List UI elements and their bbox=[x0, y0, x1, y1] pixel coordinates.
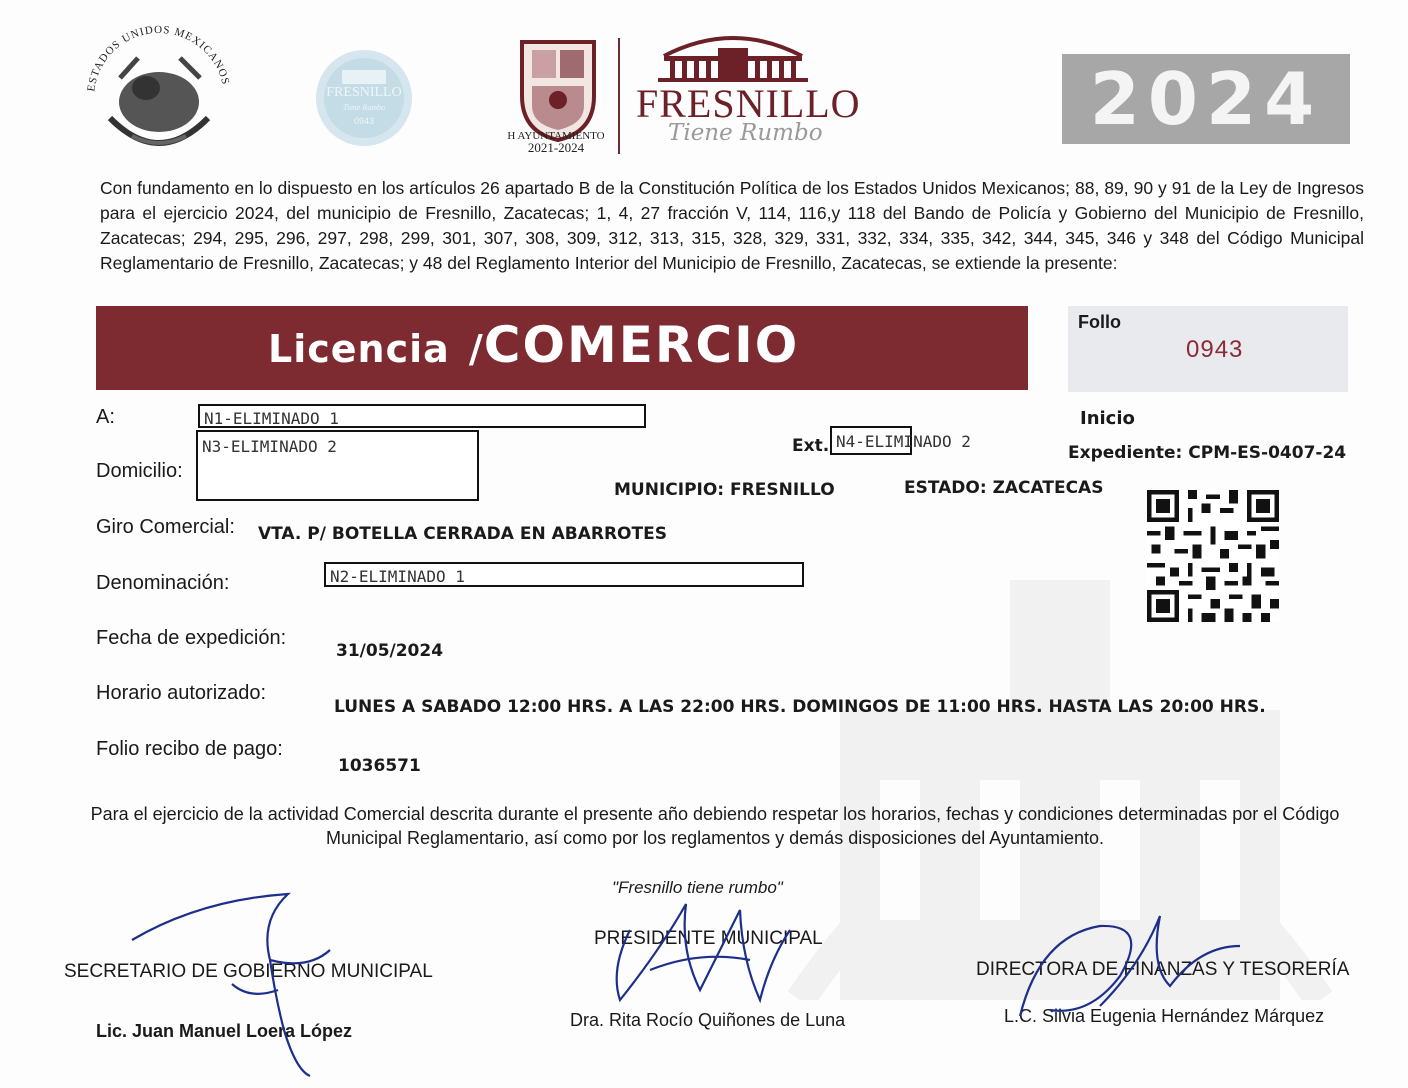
license-word: Licencia bbox=[268, 327, 450, 371]
watermark-building bbox=[780, 560, 1340, 1000]
estado: ESTADO: ZACATECAS bbox=[904, 478, 1104, 498]
brand-tagline: Tiene Rumbo bbox=[668, 120, 823, 146]
horario-value: LUNES A SABADO 12:00 HRS. A LAS 22:00 HRS. DOMINGOS DE 11:00 HRS. HASTA LAS 20:00 HRS. bbox=[334, 697, 1266, 717]
year-box bbox=[1062, 54, 1350, 144]
horario-label: Horario autorizado: bbox=[96, 682, 267, 704]
stamp-number: 0943 bbox=[353, 116, 375, 126]
stamp-text: FRESNILLO bbox=[326, 85, 402, 100]
center-signature-title: PRESIDENTE MUNICIPAL bbox=[594, 928, 823, 949]
mexico-seal-icon bbox=[80, 18, 238, 168]
domicilio-label: Domicilio: bbox=[96, 460, 183, 482]
a-label: A: bbox=[96, 406, 115, 428]
denominacion-redacted-box bbox=[324, 562, 804, 587]
folio-label: Follo bbox=[1078, 312, 1121, 332]
municipio: MUNICIPIO: FRESNILLO bbox=[614, 480, 835, 500]
motto: "Fresnillo tiene rumbo" bbox=[612, 878, 783, 897]
ext-value: N4-ELIMINADO 2 bbox=[836, 432, 971, 451]
denominacion-label: Denominación: bbox=[96, 572, 230, 594]
expediente: Expediente: CPM-ES-0407-24 bbox=[1068, 443, 1347, 463]
recibo-value: 1036571 bbox=[338, 756, 421, 776]
license-type: COMERCIO bbox=[483, 316, 800, 374]
year-text: 2024 bbox=[1089, 57, 1323, 141]
legal-preamble: Con fundamento en lo dispuesto en los artículos 26 apartado B de la Constitución Política de los Estados Unidos Mexicanos; 88, 89, 90 y 91 de la Ley de Ingresos para el ejercicio 2024, del municipio de Fresnillo, Zacatecas; 1, 4, 27 fracción V, 114, 116,y 118 del Bando de Policía y Gobierno del Municipio de Fresnillo, Zacatecas; 294, 295, 296, 297, 298, 299, 301, 307, 308, 309, 312, 313, 315, 328, 329, 331, 332, 334, 335, 342, 344, 345, 346 y 348 del Código Municipal Reglamentario de Fresnillo, Zacatecas; y 48 del Reglamento Interior del Municipio de Fresnillo, Zacatecas, se extiende la presente: bbox=[100, 178, 1364, 273]
fecha-value: 31/05/2024 bbox=[336, 641, 444, 661]
fecha-label: Fecha de expedición: bbox=[96, 627, 287, 649]
brand-name: FRESNILLO bbox=[636, 81, 861, 126]
license-title bbox=[268, 316, 799, 374]
brand-divider bbox=[618, 38, 620, 154]
qr-code-icon bbox=[1146, 490, 1280, 622]
ayuntamiento-label bbox=[496, 130, 616, 154]
seal-text: ESTADOS UNIDOS MEXICANOS bbox=[85, 23, 232, 93]
notice-text: Para el ejercicio de la actividad Comercial descrita durante el presente año debiendo respetar los horarios, fechas y condiciones determinadas por el Código Municipal Reglamentario, así como por los reglamentos y demás disposiciones del Ayuntamiento. bbox=[90, 804, 1340, 848]
a-value: N1-ELIMINADO 1 bbox=[204, 409, 339, 428]
a-redacted-box bbox=[198, 404, 646, 428]
recibo-label: Folio recibo de pago: bbox=[96, 738, 283, 760]
right-signature-title: DIRECTORA DE FINANZAS Y TESORERÍA bbox=[976, 959, 1350, 980]
ayuntamiento-line1: H AYUNTAMIENTO bbox=[507, 130, 605, 142]
fresnillo-stamp-icon bbox=[314, 48, 414, 148]
folio-value: 0943 bbox=[1186, 336, 1244, 363]
inicio-label: Inicio bbox=[1080, 408, 1135, 429]
left-signature-name: Lic. Juan Manuel Loera López bbox=[96, 1021, 353, 1041]
giro-value: VTA. P/ BOTELLA CERRADA EN ABARROTES bbox=[258, 524, 667, 544]
denominacion-value: N2-ELIMINADO 1 bbox=[330, 567, 465, 586]
domicilio-redacted-box bbox=[196, 430, 479, 501]
domicilio-value: N3-ELIMINADO 2 bbox=[202, 437, 337, 456]
giro-label: Giro Comercial: bbox=[96, 516, 235, 538]
left-signature-title: SECRETARIO DE GOBIERNO MUNICIPAL bbox=[64, 961, 433, 982]
stamp-sub: Tiene Rumbo bbox=[343, 103, 385, 112]
license-slash: / bbox=[468, 327, 484, 371]
ayuntamiento-line2: 2021-2024 bbox=[527, 140, 585, 155]
right-signature-name: L.C. Silvia Eugenia Hernández Márquez bbox=[1004, 1006, 1325, 1026]
fresnillo-building-icon bbox=[658, 26, 808, 82]
ext-label: Ext. bbox=[792, 436, 830, 456]
center-signature-name: Dra. Rita Rocío Quiñones de Luna bbox=[570, 1010, 846, 1030]
